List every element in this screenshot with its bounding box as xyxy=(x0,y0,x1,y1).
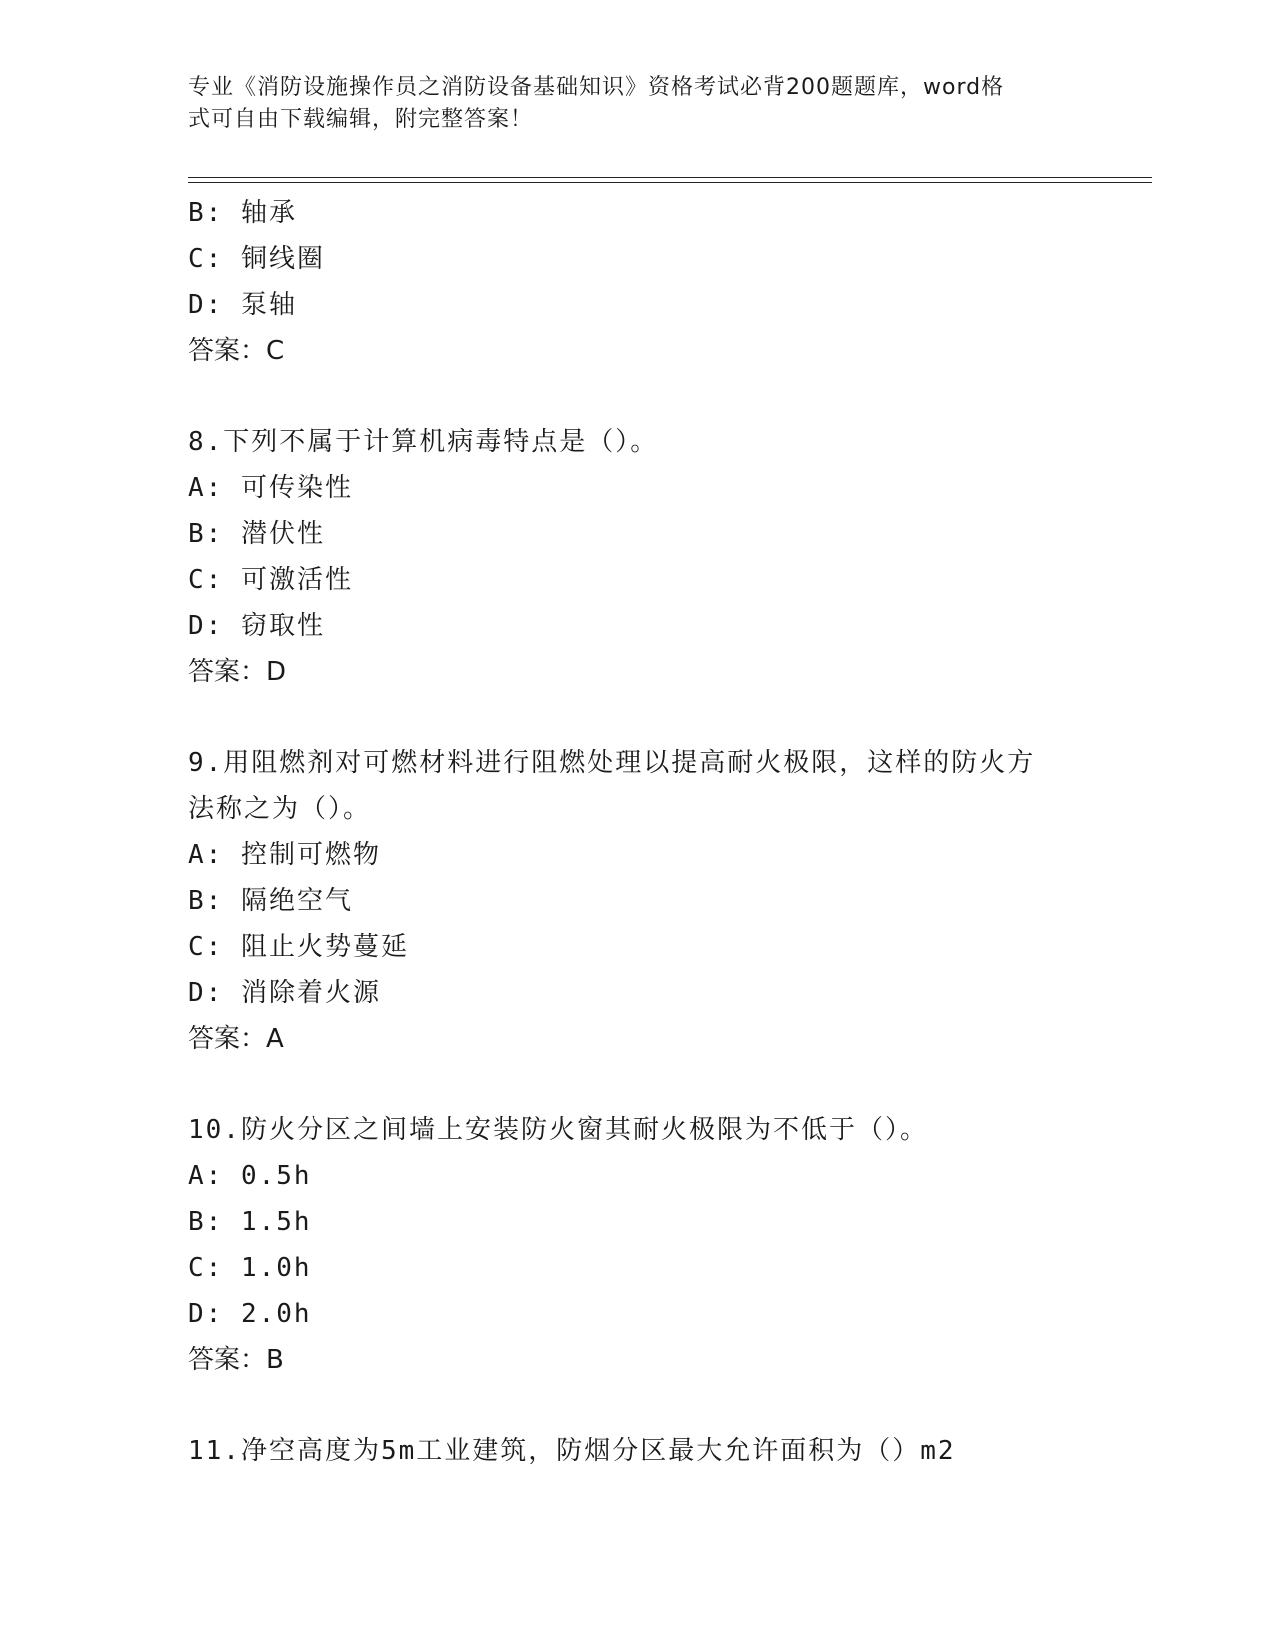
question-8 xyxy=(188,419,1088,695)
option-c: C: 阻止火势蔓延 xyxy=(188,932,409,962)
option-c: C: 铜线圈 xyxy=(188,244,325,274)
question-stem: 10.防火分区之间墙上安装防火窗其耐火极限为不低于（）。 xyxy=(188,1115,928,1145)
spacer xyxy=(188,1062,1088,1107)
header-rule-top xyxy=(188,177,1152,178)
option-b: B: 隔绝空气 xyxy=(188,886,353,916)
question-stem: 9.用阻燃剂对可燃材料进行阻燃处理以提高耐火极限，这样的防火方 xyxy=(188,748,1036,778)
question-stem: 8.下列不属于计算机病毒特点是（）。 xyxy=(188,427,659,457)
answer: 答案：A xyxy=(188,1024,284,1054)
option-d: D: 泵轴 xyxy=(188,290,297,320)
question-9 xyxy=(188,740,1088,1062)
question-stem: 11.净空高度为5m工业建筑，防烟分区最大允许面积为（）m2 xyxy=(188,1436,956,1466)
option-b: B: 潜伏性 xyxy=(188,519,325,549)
header-rule-bottom xyxy=(188,182,1152,183)
option-b: B: 1.5h xyxy=(188,1207,312,1237)
document-header xyxy=(188,72,1068,136)
option-a: A: 控制可燃物 xyxy=(188,840,381,870)
question-10 xyxy=(188,1107,1088,1383)
answer: 答案：B xyxy=(188,1345,284,1375)
question-11 xyxy=(188,1428,1088,1474)
answer: 答案：D xyxy=(188,657,287,687)
spacer xyxy=(188,1383,1088,1428)
option-d: D: 2.0h xyxy=(188,1299,312,1329)
previous-question-tail xyxy=(188,190,1088,374)
option-a: A: 0.5h xyxy=(188,1161,312,1191)
option-d: D: 消除着火源 xyxy=(188,978,381,1008)
spacer xyxy=(188,374,1088,419)
option-c: C: 可激活性 xyxy=(188,565,353,595)
option-c: C: 1.0h xyxy=(188,1253,312,1283)
answer: 答案：C xyxy=(188,336,285,366)
header-line-2: 式可自由下载编辑，附完整答案！ xyxy=(188,107,534,132)
question-stem-continued: 法称之为（）。 xyxy=(188,794,372,824)
option-a: A: 可传染性 xyxy=(188,473,353,503)
document-body xyxy=(188,190,1088,1474)
spacer xyxy=(188,695,1088,740)
option-b: B: 轴承 xyxy=(188,198,297,228)
header-line-1: 专业《消防设施操作员之消防设备基础知识》资格考试必背200题题库，word格 xyxy=(188,75,1005,100)
option-d: D: 窃取性 xyxy=(188,611,325,641)
